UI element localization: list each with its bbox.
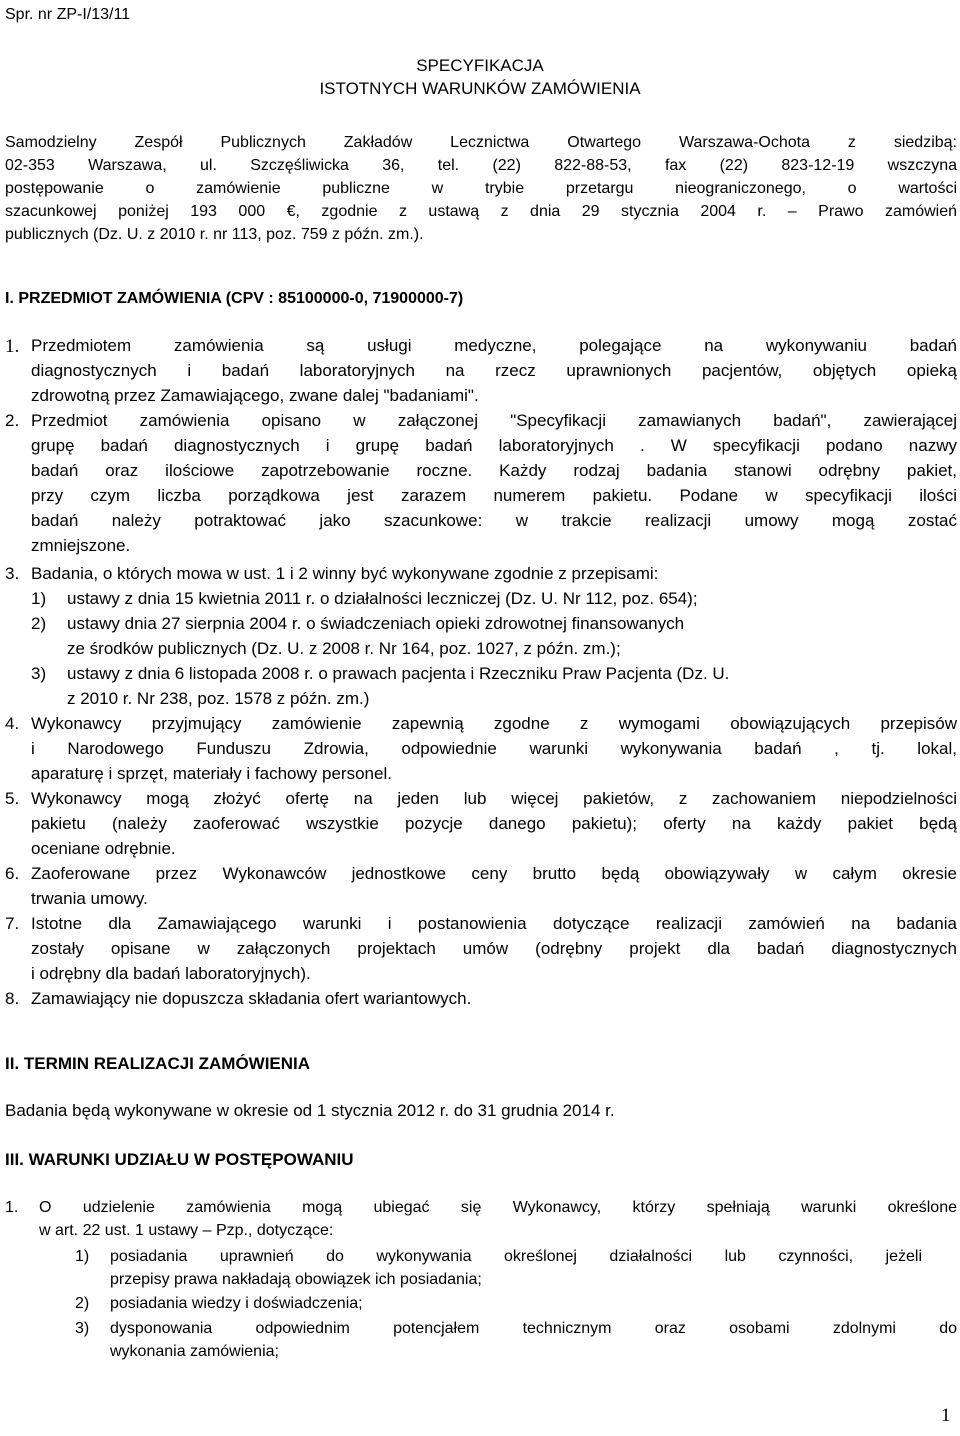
list-item-line: zostały opisane w załączonych projektach umów (odrębny projekt dla badań diagnostycznych <box>31 939 957 958</box>
sublist-number: 3) <box>75 1320 90 1337</box>
sublist-number: 3) <box>31 664 47 683</box>
list-item-line: badań należy potraktować jako szacunkowe: w trakcie realizacji umowy mogą zostać <box>31 511 957 530</box>
list-number: 4. <box>5 714 20 733</box>
list-item-line: O udzielenie zamówienia mogą ubiegać się Wykonawcy, którzy spełniają warunki określone <box>39 1199 957 1216</box>
list-number: 2. <box>5 411 20 430</box>
list-item-line: zdrowotną przez Zamawiającego, zwane dalej "badaniami". <box>31 386 479 405</box>
list-number: 1. <box>5 1199 19 1216</box>
list-number: 5. <box>5 789 20 808</box>
intro-line: publicznych (Dz. U. z 2010 r. nr 113, poz. 759 z późn. zm.). <box>5 226 424 243</box>
section-2-text: Badania będą wykonywane w okresie od 1 stycznia 2012 r. do 31 grudnia 2014 r. <box>5 1101 615 1120</box>
sublist-item-line: przepisy prawa nakładają obowiązek ich posiadania; <box>110 1271 482 1288</box>
list-item-line: i Narodowego Funduszu Zdrowia, odpowiednie warunki wykonywania badań , tj. lokal, <box>31 739 957 758</box>
list-number: 1. <box>5 336 20 357</box>
list-item-line: Zamawiający nie dopuszcza składania ofert wariantowych. <box>31 989 472 1008</box>
list-item-line: Przedmiotem zamówienia są usługi medyczne, polegające na wykonywaniu badań <box>31 336 957 355</box>
page-number: 1 <box>941 1405 951 1426</box>
sublist-item-line: ustawy dnia 27 sierpnia 2004 r. o świadczeniach opieki zdrowotnej finansowanych <box>67 614 685 633</box>
list-item-line: Przedmiot zamówienia opisano w załączonej "Specyfikacji zamawianych badań", zawierającej <box>31 411 957 430</box>
sublist-item-line: ze środków publicznych (Dz. U. z 2008 r. Nr 164, poz. 1027, z późn. zm.); <box>67 639 621 658</box>
sublist-number: 1) <box>75 1248 90 1265</box>
list-item-line: oceniane odrębnie. <box>31 839 176 858</box>
document-title-line2: ISTOTNYCH WARUNKÓW ZAMÓWIENIA <box>319 79 641 98</box>
section-heading-2: II. TERMIN REALIZACJI ZAMÓWIENIA <box>5 1054 311 1073</box>
list-item-line: Istotne dla Zamawiającego warunki i postanowienia dotyczące realizacji zamówień na badania <box>31 914 957 933</box>
sublist-item-line: ustawy z dnia 15 kwietnia 2011 r. o działalności leczniczej (Dz. U. Nr 112, poz. 654); <box>67 589 698 608</box>
list-item-line: pakietu (należy zaoferować wszystkie pozycje danego pakietu); oferty na każdy pakiet będą <box>31 814 957 833</box>
sublist-item-line: dysponowania odpowiednim potencjałem technicznym oraz osobami zdolnymi do <box>110 1320 957 1337</box>
list-number: 6. <box>5 864 20 883</box>
list-item-line: badań oraz ilościowe zapotrzebowanie roczne. Każdy rodzaj badania stanowi odrębny pakiet, <box>31 461 957 480</box>
list-item-line: Zaoferowane przez Wykonawców jednostkowe ceny brutto będą obowiązywały w całym okresie <box>31 864 957 883</box>
list-item-line: w art. 22 ust. 1 ustawy – Pzp., dotyczące: <box>39 1222 334 1239</box>
list-item-line: przy czym liczba porządkowa jest zarazem numerem pakietu. Podane w specyfikacji ilości <box>31 486 957 505</box>
intro-line: szacunkowej poniżej 193 000 €, zgodnie z ustawą z dnia 29 stycznia 2004 r. – Prawo zamówień <box>5 203 957 220</box>
list-item-line: Badania, o których mowa w ust. 1 i 2 winny być wykonywane zgodnie z przepisami: <box>31 564 659 583</box>
list-item-line: i odrębny dla badań laboratoryjnych). <box>31 964 311 983</box>
sublist-item-line: ustawy z dnia 6 listopada 2008 r. o prawach pacjenta i Rzeczniku Praw Pacjenta (Dz. U. <box>67 664 730 683</box>
list-item-line: Wykonawcy przyjmujący zamówienie zapewnią zgodne z wymogami obowiązujących przepisów <box>31 714 957 733</box>
list-item-line: trwania umowy. <box>31 889 148 908</box>
list-number: 3. <box>5 564 20 583</box>
sublist-item-line: posiadania wiedzy i doświadczenia; <box>110 1295 363 1312</box>
intro-line: Samodzielny Zespół Publicznych Zakładów Lecznictwa Otwartego Warszawa-Ochota z siedzibą: <box>5 134 957 151</box>
list-item-line: Wykonawcy mogą złożyć ofertę na jeden lub więcej pakietów, z zachowaniem niepodzielności <box>31 789 957 808</box>
section-heading-3: III. WARUNKI UDZIAŁU W POSTĘPOWANIU <box>5 1150 354 1169</box>
sublist-item-line: wykonania zamówienia; <box>110 1343 279 1360</box>
intro-line: 02-353 Warszawa, ul. Szczęśliwicka 36, tel. (22) 822-88-53, fax (22) 823-12-19 wszczyna <box>5 157 957 174</box>
sublist-item-line: posiadania uprawnień do wykonywania określonej działalności lub czynności, jeżeli <box>110 1248 922 1265</box>
sublist-number: 2) <box>31 614 47 633</box>
sublist-number: 2) <box>75 1295 90 1312</box>
list-item-line: zmniejszone. <box>31 536 131 555</box>
document-title-line1: SPECYFIKACJA <box>416 56 544 75</box>
document-reference: Spr. nr ZP-I/13/11 <box>5 6 131 23</box>
list-item-line: aparaturę i sprzęt, materiały i fachowy personel. <box>31 764 392 783</box>
list-number: 7. <box>5 914 20 933</box>
list-item-line: grupę badań diagnostycznych i grupę badań laboratoryjnych . W specyfikacji podano nazwy <box>31 436 957 455</box>
sublist-item-line: z 2010 r. Nr 238, poz. 1578 z późn. zm.) <box>67 689 370 708</box>
list-number: 8. <box>5 989 20 1008</box>
section-heading-1: I. PRZEDMIOT ZAMÓWIENIA (CPV : 85100000-0, 71900000-7) <box>5 290 464 307</box>
list-item-line: diagnostycznych i badań laboratoryjnych na rzecz uprawnionych pacjentów, objętych opieką <box>31 361 957 380</box>
intro-line: postępowanie o zamówienie publiczne w trybie przetargu nieograniczonego, o wartości <box>5 180 957 197</box>
sublist-number: 1) <box>31 589 47 608</box>
